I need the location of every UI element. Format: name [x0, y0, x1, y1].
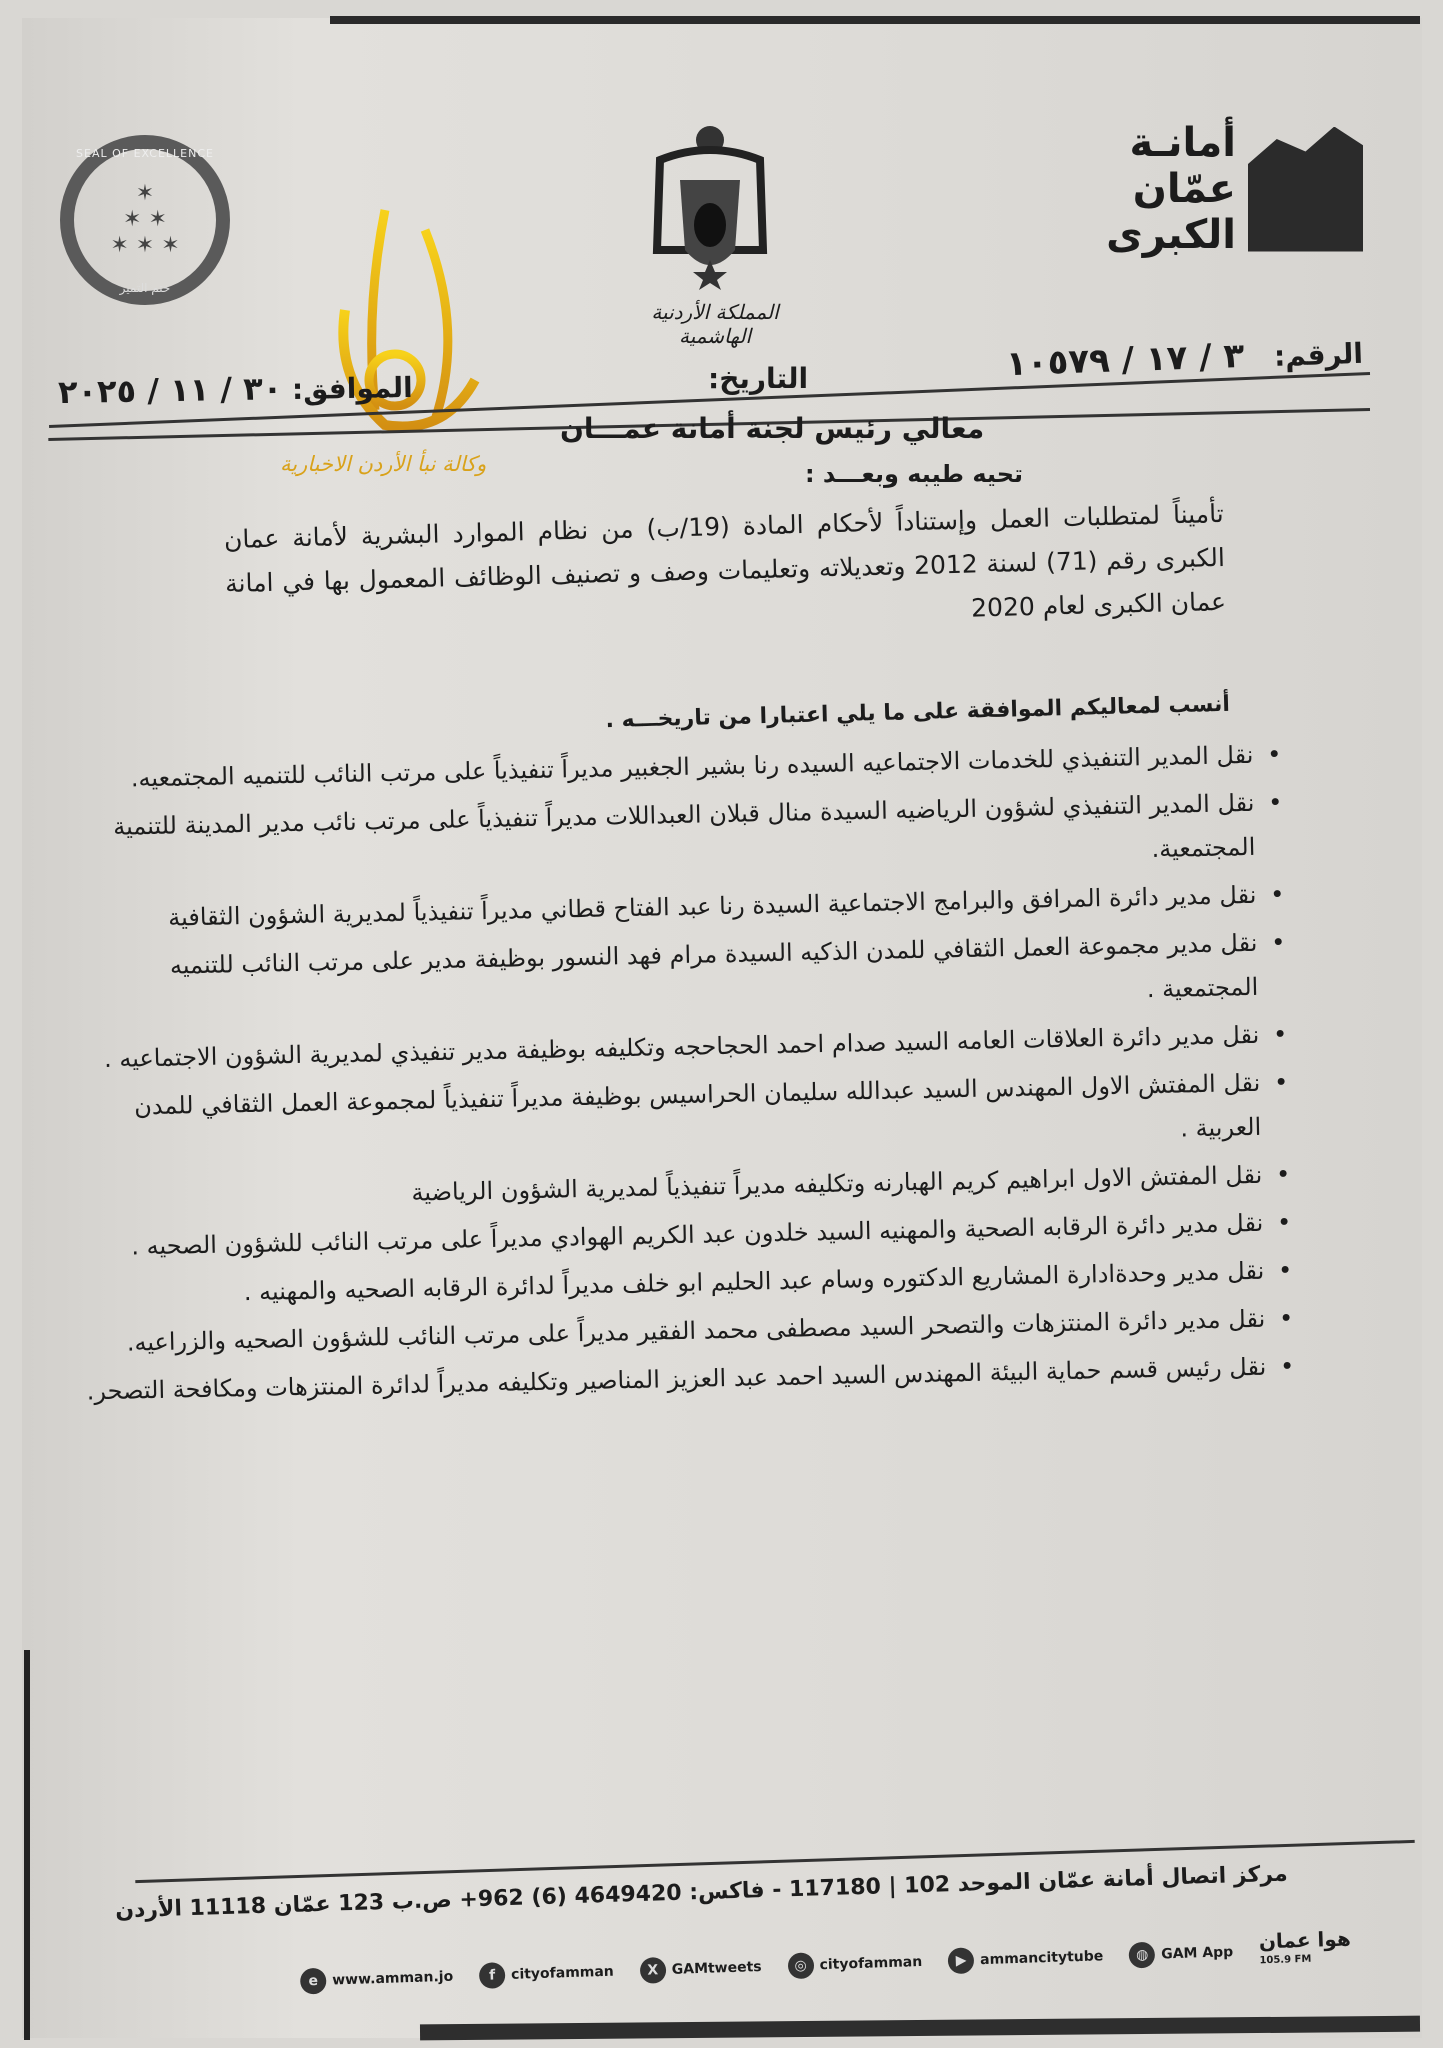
social-web[interactable] [300, 1964, 454, 1995]
logo-text: عمّان [1132, 166, 1236, 212]
corresponding-label: الموافق: [291, 370, 414, 407]
list-item: • نقل المدير التنفيذي لشؤون الرياضيه السيدة منال قبلان العبداللات مديراً تنفيذياً على مرتب نائب مدير المدينة للتنمية المجتمعية. [64, 781, 1256, 894]
scan-edge [24, 1650, 30, 2040]
facebook-icon: f [479, 1962, 506, 1989]
list-item: • نقل المفتش الاول المهندس السيد عبدالله سليمان الحراسيس بوظيفة مديراً تنفيذياً لمجموعة العمل الثقافي للمدن العربية . [70, 1061, 1262, 1174]
youtube-icon: ▶ [948, 1947, 975, 1974]
radio-name: هوا عمان [1258, 1926, 1352, 1954]
request-line: أنسب لمعاليكم الموافقة على ما يلي اعتبارا من تاريخـــه . [605, 691, 1231, 734]
seal-title: SEAL OF EXCELLENCE [76, 147, 214, 160]
list-item: • نقل رئيس قسم حماية البيئة المهندس السيد احمد عبد العزيز المناصير وتكليفه مديراً لدائرة المنتزهات ومكافحة التصحر. [76, 1345, 1267, 1414]
list-item: • نقل المفتش الاول ابراهيم كريم الهبارنه وتكليفه مديراً تنفيذياً لمديرية الشؤون الرياضية [72, 1153, 1263, 1222]
reference-number-label: الرقم: [1273, 336, 1364, 373]
watermark-caption: وكالة نبأ الأردن الاخبارية [280, 452, 487, 476]
logo-text: الكبرى [1106, 212, 1236, 258]
scan-edge [330, 16, 1420, 24]
list-item: • نقل مدير دائرة المرافق والبرامج الاجتماعية السيدة رنا عبد الفتاح قطاني مديراً تنفيذياً لمديرية الشؤون الثقافية [66, 873, 1257, 942]
reference-number-value: ٣ / ١٧ / ١٠٥٧٩ [1005, 335, 1245, 385]
jordan-coat-of-arms-icon [645, 120, 775, 290]
social-youtube[interactable] [948, 1943, 1104, 1974]
date-label: التاريخ: [708, 362, 809, 395]
kingdom-name: المملكة الأردنية الهاشمية [651, 300, 779, 348]
social-label: cityofamman [819, 1953, 923, 1974]
list-item: • نقل مدير مجموعة العمل الثقافي للمدن الذكيه السيدة مرام فهد النسور بوظيفة مدير على مرتب النائب للتنميه المجتمعية . [67, 921, 1259, 1034]
social-label: GAMtweets [671, 1959, 762, 1978]
decision-list [63, 732, 1295, 1417]
instagram-icon: ◎ [787, 1952, 814, 1979]
date-field [708, 362, 808, 395]
gam-logo [1106, 120, 1363, 258]
social-facebook[interactable] [479, 1959, 614, 1989]
list-item: • نقل مدير وحدةادارة المشاريع الدكتوره وسام عبد الحليم ابو خلف مديراً لدائرة الرقابه الصحيه والمهنيه . [74, 1249, 1265, 1318]
radio-logo [1259, 1928, 1352, 1971]
gam-emblem-icon [1248, 127, 1363, 252]
stars-icon: ✶ ✶ ✶ ✶ ✶ ✶ [110, 181, 180, 258]
social-app[interactable] [1129, 1939, 1234, 1968]
social-x[interactable] [639, 1954, 762, 1984]
x-icon: X [639, 1957, 666, 1984]
seal-bottom-text: ختم التميز [119, 281, 171, 295]
intro-paragraph: تأميناً لمتطلبات العمل وإستناداً لأحكام المادة (19/ب) من نظام الموارد البشرية لأمانة عمان الكبرى رقم (71) لسنة 2012 وتعديلاته وتعليمات وصف و تصنيف الوظائف المعمول بها في امانة عمان الكبرى لعام 2020 [223, 498, 1227, 623]
list-item: • نقل مدير دائرة العلاقات العامه السيد صدام احمد الحجاحجه وتكليفه بوظيفة مدير تنفيذي لمديرية الشؤون الاجتماعيه . [69, 1013, 1260, 1082]
logo-text: أمانـة [1129, 120, 1236, 166]
list-item: • نقل مدير دائرة الرقابه الصحية والمهنيه السيد خلدون عبد الكريم الهوادي مديراً على مرتب النائب للشؤون الصحيه . [73, 1201, 1264, 1270]
web-icon: e [300, 1968, 327, 1995]
footer-contact: مركز اتصال أمانة عمّان الموحد 102 | 117180 - فاكس: 4649420 (6) 962+ ص.ب 123 عمّان 11118 الأردن [114, 1861, 1289, 1924]
social-instagram[interactable] [787, 1949, 922, 1979]
social-label: GAM App [1160, 1944, 1234, 1963]
social-label: ammancitytube [979, 1948, 1104, 1969]
seal-of-excellence [60, 135, 230, 305]
addressee: معالي رئيس لجنة أمانة عمـــان [560, 412, 985, 445]
social-label: cityofamman [510, 1963, 615, 1983]
social-label: www.amman.jo [331, 1968, 454, 1989]
app-icon: ◍ [1129, 1942, 1156, 1969]
list-item: • نقل مدير دائرة المنتزهات والتصحر السيد مصطفى محمد الفقير مديراً على مرتب النائب للشؤون الصحيه والزراعيه. [75, 1297, 1266, 1366]
greeting: تحيه طيبه وبعـــد : [804, 460, 1023, 488]
list-item: • نقل المدير التنفيذي للخدمات الاجتماعيه السيده رنا بشير الجغبير مديراً تنفيذياً على مرتب النائب للتنميه المجتمعيه. [63, 733, 1254, 802]
corresponding-value: ٣٠ / ١١ / ٢٠٢٥ [57, 369, 283, 412]
radio-frequency: 105.9 FM [1259, 1953, 1312, 1967]
corresponding-date [58, 367, 413, 411]
